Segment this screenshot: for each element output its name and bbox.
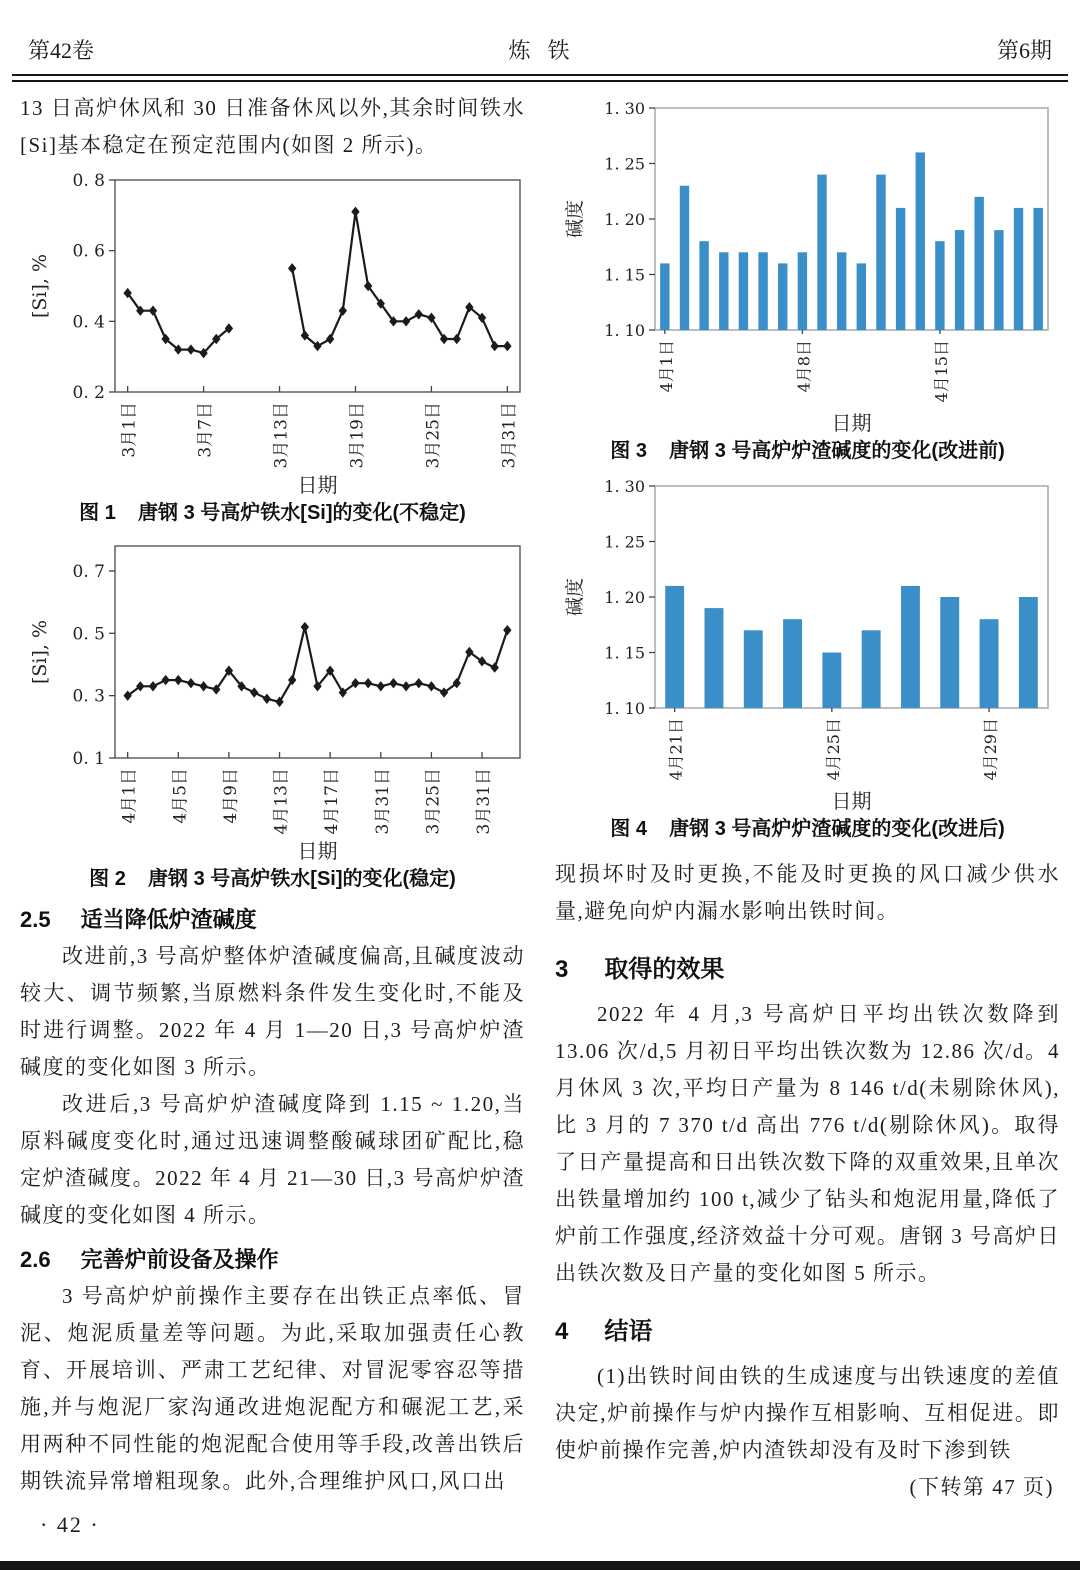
svg-text:碱度: 碱度 [564,577,586,617]
svg-text:0. 1: 0. 1 [72,749,105,769]
svg-text:4月29日: 4月29日 [981,718,1001,781]
svg-text:3月31日: 3月31日 [474,768,495,835]
right-column [555,90,1060,1506]
section-2-5-paragraph-1: 改进前,3 号高炉整体炉渣碱度偏高,且碱度波动较大、调节频繁,当原燃料条件发生变化时,不能及时进行调整。2022 年 4 月 1—20 日,3 号高炉炉渣碱度的变化如图 3 所示。 [20,944,525,1079]
svg-text:日期: 日期 [297,839,338,862]
section-4-title: 结语 [604,1318,653,1345]
svg-text:1. 10: 1. 10 [604,321,645,340]
svg-text:3月1日: 3月1日 [119,402,140,458]
figure-2-caption: 图 2 唐钢 3 号高炉铁水[Si]的变化(稳定) [89,868,456,890]
intro-paragraph: 13 日高炉休风和 30 日准备休风以外,其余时间铁水[Si]基本稳定在预定范围内(如图 2 所示)。 [20,96,525,157]
svg-text:4月17日: 4月17日 [322,768,343,835]
figure-4-caption: 图 4 唐钢 3 号高炉炉渣碱度的变化(改进后) [610,818,1005,840]
svg-text:4月1日: 4月1日 [119,768,140,824]
section-2-5-paragraph-2: 改进后,3 号高炉炉渣碱度降到 1.15 ~ 1.20,当原料碱度变化时,通过迅速调整酸碱球团矿配比,稳定炉渣碱度。2022 年 4 月 21—30 日,3 号高炉炉渣碱度的变化如图 4 所示。 [20,1092,525,1227]
svg-text:0. 2: 0. 2 [72,383,105,403]
svg-text:0. 4: 0. 4 [72,312,105,333]
svg-text:3月25日: 3月25日 [423,768,444,835]
svg-text:0. 5: 0. 5 [72,624,105,645]
svg-text:4月15日: 4月15日 [931,340,951,403]
figure-3-caption: 图 3 唐钢 3 号高炉炉渣碱度的变化(改进前) [610,440,1005,462]
svg-text:3月7日: 3月7日 [195,402,216,458]
svg-text:1. 25: 1. 25 [604,532,645,552]
svg-text:日期: 日期 [297,473,338,496]
figure-3-bar-chart [555,100,1060,434]
svg-text:0. 8: 0. 8 [72,172,105,191]
svg-text:0. 7: 0. 7 [72,561,105,582]
section-2-6-number: 2.6 [20,1247,51,1272]
figure-2 [20,538,525,894]
section-3-title: 取得的效果 [604,956,725,983]
svg-text:1. 30: 1. 30 [604,478,645,496]
svg-text:4月13日: 4月13日 [271,768,292,835]
section-4-number: 4 [555,1318,569,1345]
svg-text:[Si], %: [Si], % [29,253,51,319]
svg-text:1. 15: 1. 15 [604,265,645,285]
section-3-paragraph-1: 2022 年 4 月,3 号高炉日平均出铁次数降到 13.06 次/d,5 月初日平均出铁次数为 12.86 次/d。4 月休风 3 次,平均日产量为 8 146 t/d(未剔除休风),比 3 月的 7 370 t/d 高出 776 t/d(剔除休风)。取得了日产量提高和日出铁次数下降的双重效果,且单次出铁量增加约 100 t,减少了钻头和炮泥用量,降低了炉前工作强度,经济效益十分可观。唐钢 3 号高炉日出铁次数及日产量的变化如图 5 所示。 [555,1002,1060,1285]
section-3-heading [555,952,1060,988]
svg-text:日期: 日期 [831,789,872,812]
figure-2-line-chart [20,538,525,862]
svg-text:4月8日: 4月8日 [794,340,814,393]
svg-text:4月9日: 4月9日 [220,768,241,824]
section-2-5-title: 适当降低炉渣碱度 [80,907,257,932]
scan-edge-strip [0,1561,1080,1570]
section-2-6-paragraph-1: 3 号高炉炉前操作主要存在出铁正点率低、冒泥、炮泥质量差等问题。为此,采取加强责任心教育、开展培训、严肃工艺纪律、对冒泥零容忍等措施,并与炮泥厂家沟通改进炮泥配方和碾泥工艺,采用两种不同性能的炮泥配合使用等手段,改善出铁后期铁流异常增粗现象。此外,合理维护风口,风口出 [20,1284,525,1493]
page-number: · 42 · [40,1512,100,1537]
svg-text:1. 25: 1. 25 [604,154,645,174]
section-2-5-heading [20,904,525,936]
tuyere-paragraph: 现损坏时及时更换,不能及时更换的风口减少供水量,避免向炉内漏水影响出铁时间。 [555,862,1060,923]
svg-text:1. 10: 1. 10 [604,699,645,718]
svg-text:1. 20: 1. 20 [604,588,645,607]
svg-text:0. 3: 0. 3 [72,686,105,707]
svg-text:3月25日: 3月25日 [423,402,444,469]
section-2-6-heading [20,1244,525,1276]
figure-4 [555,478,1060,844]
section-4-heading [555,1314,1060,1350]
page-header [18,34,1062,68]
continued-on-page-note: (下转第 47 页) [909,1475,1054,1499]
section-2-6-title: 完善炉前设备及操作 [80,1247,279,1272]
figure-3 [555,100,1060,466]
svg-text:3月13日: 3月13日 [271,402,292,469]
figure-1 [20,172,525,528]
section-4-paragraph-1: (1)出铁时间由铁的生成速度与出铁速度的差值决定,炉前操作与炉内操作互相影响、互相促进。即使炉前操作完善,炉内渣铁却没有及时下渗到铁 [555,1364,1060,1462]
svg-text:4月21日: 4月21日 [666,718,686,781]
section-3-number: 3 [555,956,569,983]
svg-text:3月19日: 3月19日 [347,402,368,469]
svg-text:0. 6: 0. 6 [72,241,105,262]
svg-text:日期: 日期 [831,411,872,434]
figure-4-bar-chart [555,478,1060,812]
svg-text:4月25日: 4月25日 [823,718,843,781]
svg-text:1. 30: 1. 30 [604,100,645,118]
svg-text:1. 15: 1. 15 [604,643,645,663]
header-double-rule [12,74,1068,82]
svg-text:4月5日: 4月5日 [170,768,191,824]
header-volume: 第42卷 [28,38,95,63]
svg-text:3月31日: 3月31日 [499,402,520,469]
svg-text:3月31日: 3月31日 [372,768,393,835]
header-issue: 第6期 [996,38,1052,63]
svg-text:碱度: 碱度 [564,199,586,239]
section-2-5-number: 2.5 [20,907,51,932]
figure-1-line-chart [20,172,525,496]
svg-text:4月1日: 4月1日 [656,340,676,393]
svg-text:[Si], %: [Si], % [29,619,51,685]
figure-1-caption: 图 1 唐钢 3 号高炉铁水[Si]的变化(不稳定) [79,502,466,524]
left-column [20,90,525,1500]
header-journal-title: 炼 铁 [508,38,572,63]
svg-text:1. 20: 1. 20 [604,210,645,229]
